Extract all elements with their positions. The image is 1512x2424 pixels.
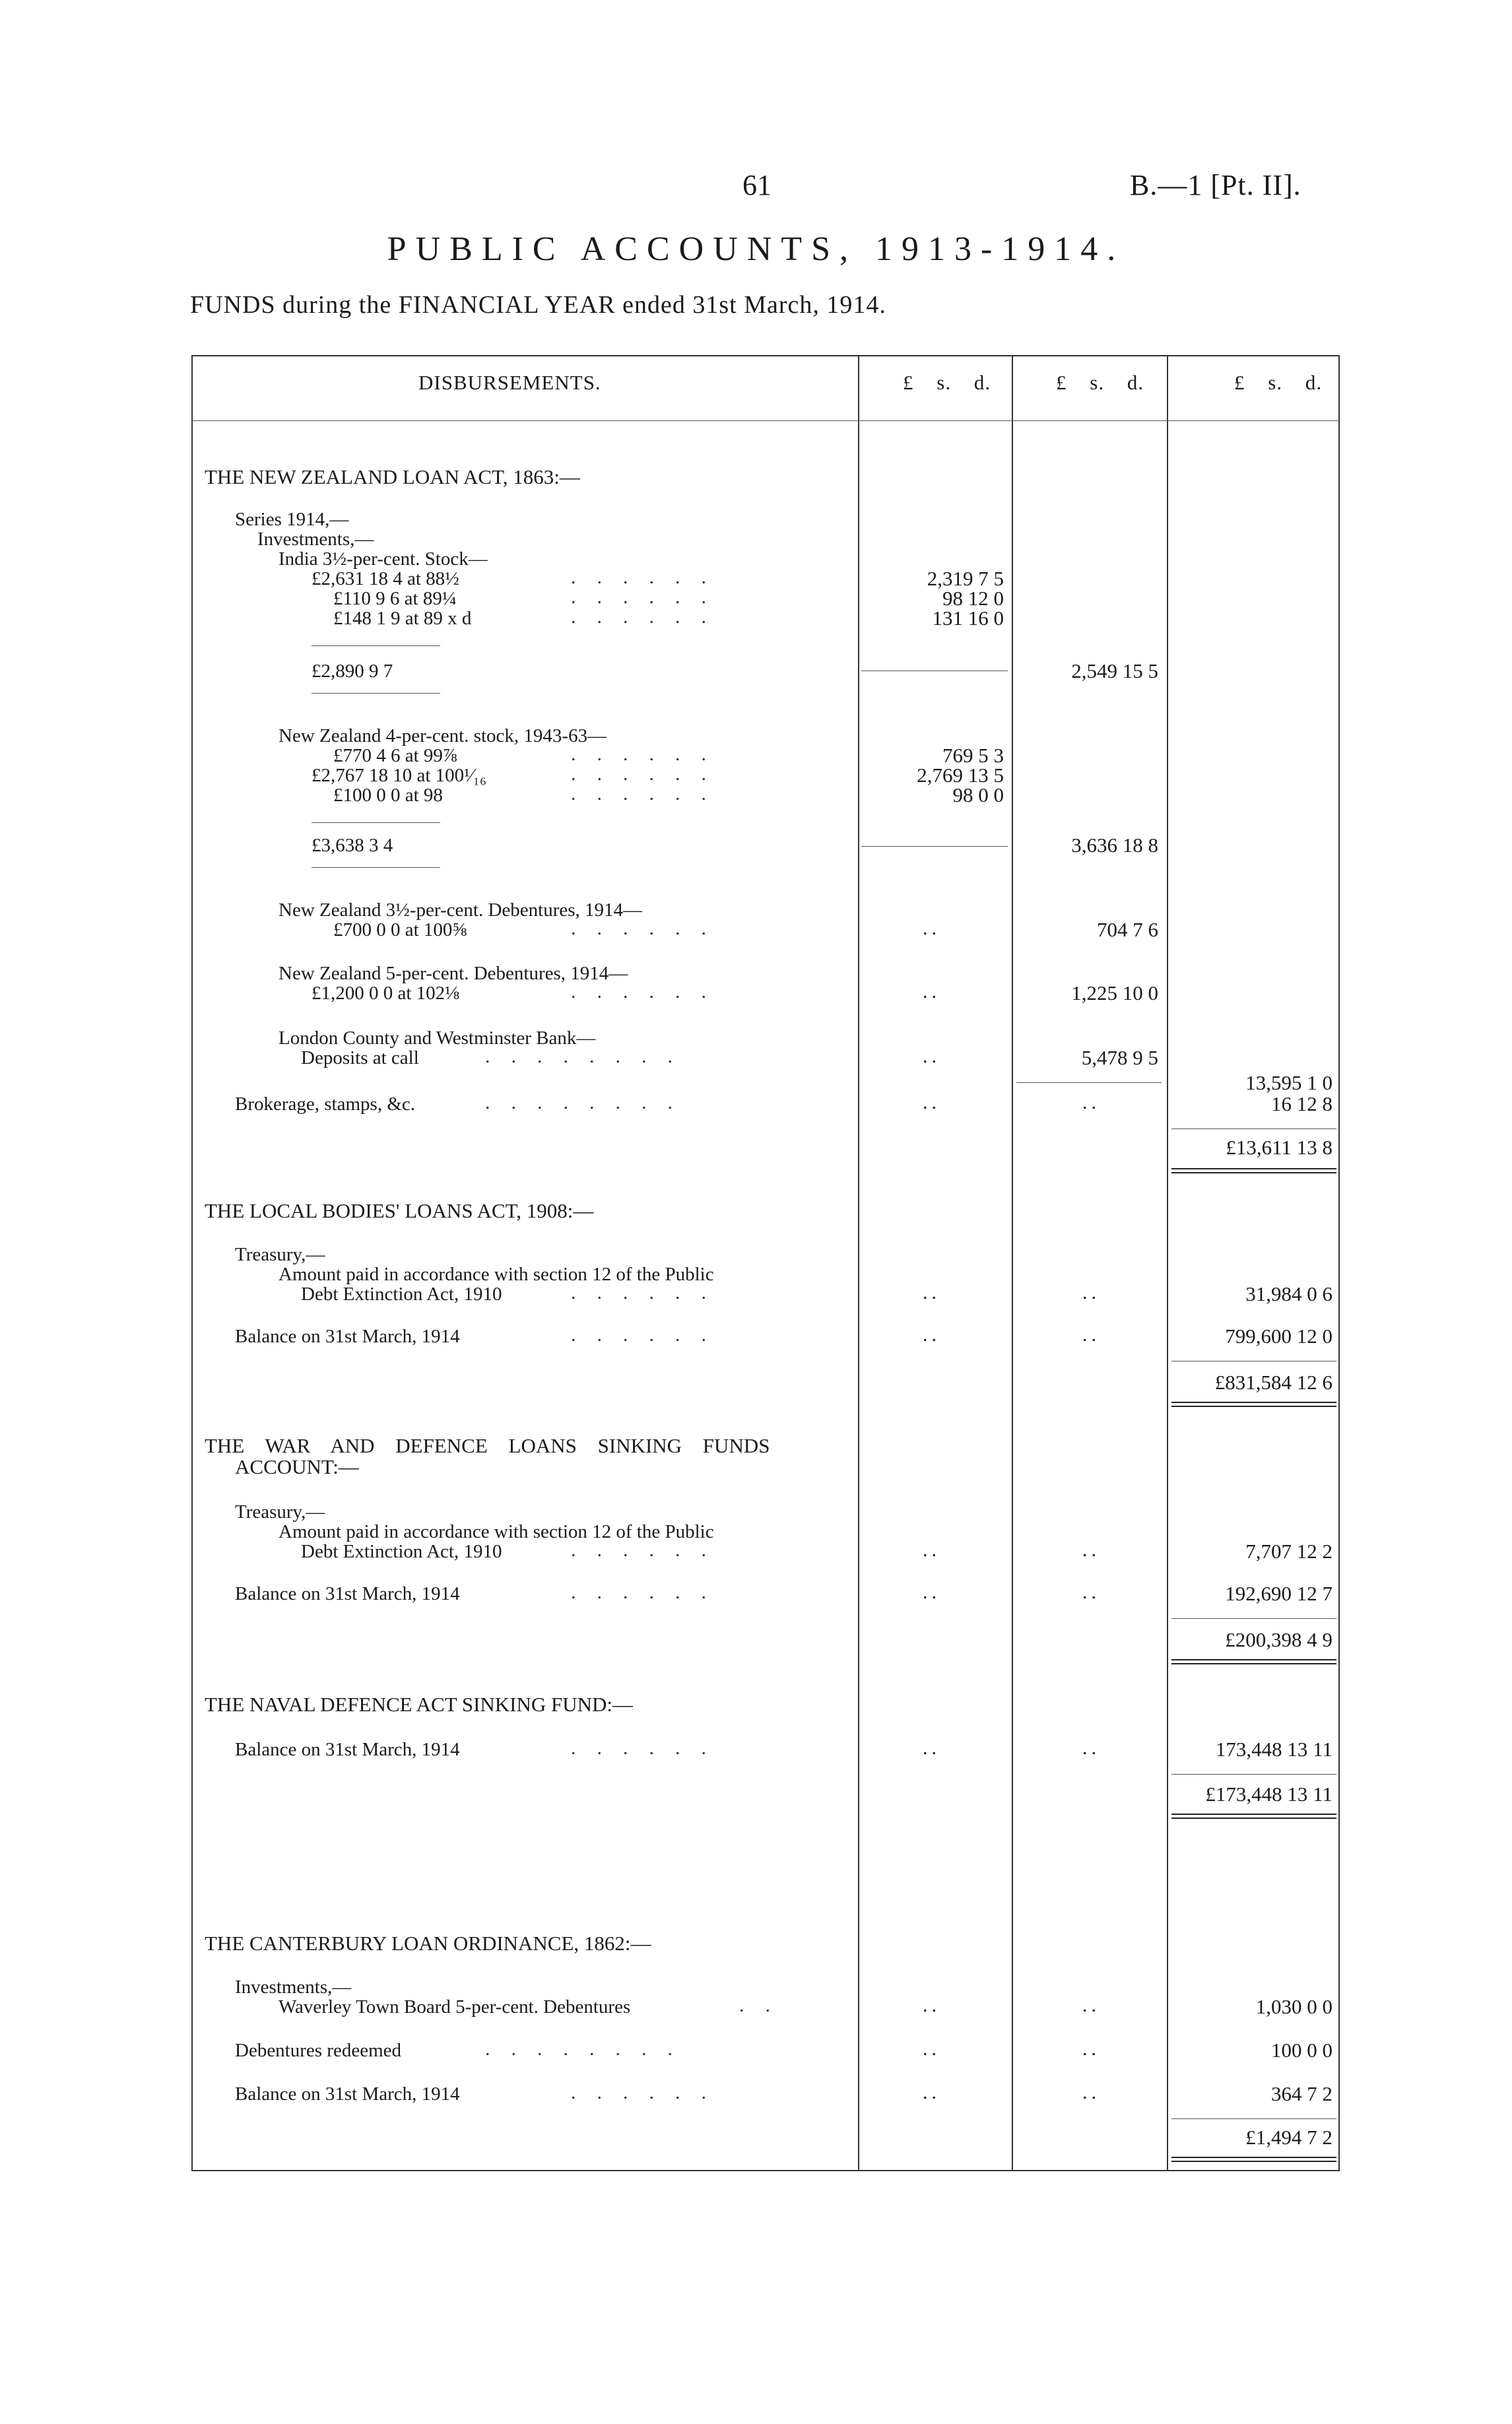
india-total-label: £2,890 9 7 [312, 661, 393, 682]
nz-loan-subtotal: 13,595 1 0 [1245, 1071, 1332, 1094]
page-number: 61 [742, 169, 772, 201]
leader-dots: ........ [485, 1092, 694, 1113]
india-row-1-amount: 2,319 7 5 [927, 567, 1004, 590]
empty-marker: .. [1082, 1994, 1100, 2016]
leader-dots: ...... [571, 783, 727, 804]
page-title: PUBLIC ACCOUNTS, 1913-1914. [387, 230, 1125, 268]
local-amount: 31,984 0 6 [1245, 1282, 1332, 1305]
section-heading-war-defence-2: ACCOUNT:— [235, 1455, 359, 1478]
col3-total-rule [1171, 1618, 1336, 1619]
bank-row-label: Deposits at call [301, 1047, 419, 1068]
section-heading-local-bodies: THE LOCAL BODIES' LOANS ACT, 1908:— [205, 1199, 594, 1222]
nz4-total-underline [312, 867, 440, 868]
nz4-row-2-label: £2,767 18 10 at 100¹⁄₁₆ [312, 765, 486, 786]
empty-marker: .. [1082, 2081, 1100, 2103]
deb5-label: New Zealand 5-per-cent. Debentures, 1914— [279, 963, 628, 984]
total-double-rule [1171, 1402, 1336, 1403]
local-balance-label: Balance on 31st March, 1914 [235, 1326, 460, 1347]
nz4-row-2-amount: 2,769 13 5 [917, 764, 1004, 787]
leader-dots: ........ [485, 2038, 694, 2060]
treasury-label: Treasury,— [235, 1501, 325, 1523]
header-disbursements: DISBURSEMENTS. [418, 371, 601, 394]
naval-balance: 173,448 13 11 [1215, 1738, 1332, 1761]
table-bottom-border [191, 2170, 1340, 2171]
table-right-border [1338, 355, 1340, 2171]
section-heading-war-defence: THE WAR AND DEFENCE LOANS SINKING FUNDS [205, 1434, 770, 1457]
canterbury-balance: 364 7 2 [1271, 2082, 1332, 2105]
header-col3: £ s. d. [1234, 371, 1323, 394]
local-balance: 799,600 12 0 [1225, 1325, 1332, 1348]
empty-marker: .. [923, 1282, 940, 1303]
nz4-row-3-amount: 98 0 0 [952, 783, 1004, 806]
leader-dots: ........ [485, 1045, 694, 1067]
brokerage-label: Brokerage, stamps, &c. [235, 1094, 416, 1115]
leader-dots: ...... [571, 586, 727, 608]
india-total-amount: 2,549 15 5 [1071, 659, 1158, 682]
empty-marker: .. [923, 981, 940, 1002]
empty-marker: .. [923, 1994, 940, 2016]
war-amount-line-1: Amount paid in accordance with section 12 of the Public [279, 1521, 714, 1542]
empty-marker: .. [923, 1737, 940, 1759]
naval-total: £173,448 13 11 [1205, 1783, 1332, 1806]
leader-dots: ...... [571, 606, 727, 628]
deb5-amount: 1,225 10 0 [1071, 981, 1158, 1004]
war-amount: 7,707 12 2 [1245, 1540, 1332, 1563]
col3-total-rule [1171, 2118, 1336, 2119]
leader-dots: ...... [571, 1282, 727, 1303]
page-subtitle: FUNDS during the FINANCIAL YEAR ended 31st March, 1914. [190, 291, 886, 319]
empty-marker: .. [923, 917, 940, 939]
nz4-row-1-amount: 769 5 3 [942, 744, 1004, 767]
leader-dots: .. [739, 1994, 791, 2016]
total-double-rule [1171, 2157, 1336, 2158]
col2-total-rule [1016, 1082, 1162, 1083]
empty-marker: .. [1082, 1581, 1100, 1603]
header-divider [191, 420, 1340, 421]
waverley-label: Waverley Town Board 5-per-cent. Debentures [279, 1996, 631, 2017]
deb35-row-label: £700 0 0 at 100⅝ [333, 919, 467, 940]
column-divider-3 [1167, 355, 1168, 2171]
bank-label: London County and Westminster Bank— [279, 1028, 596, 1049]
empty-marker: .. [1082, 2038, 1100, 2060]
leader-dots: ...... [571, 981, 727, 1002]
waverley-amount: 1,030 0 0 [1255, 1995, 1332, 2018]
empty-marker: .. [923, 1324, 940, 1346]
india-subtotal-rule [312, 645, 440, 646]
empty-marker: .. [923, 2081, 940, 2103]
naval-balance-label: Balance on 31st March, 1914 [235, 1739, 460, 1760]
leader-dots: ...... [571, 2081, 727, 2103]
series-label: Series 1914,— [235, 509, 349, 530]
india-stock-label: India 3½-per-cent. Stock— [279, 548, 488, 570]
header-col1: £ s. d. [903, 371, 991, 394]
nz-loan-total: £13,611 13 8 [1226, 1136, 1332, 1159]
war-amount-line-2: Debt Extinction Act, 1910 [301, 1541, 502, 1562]
bank-amount: 5,478 9 5 [1081, 1046, 1158, 1069]
deb35-amount: 704 7 6 [1097, 918, 1158, 941]
nz4-total-amount: 3,636 18 8 [1071, 834, 1158, 857]
redeemed-label: Debentures redeemed [235, 2040, 402, 2061]
col1-total-rule [861, 846, 1008, 847]
empty-marker: .. [923, 1539, 940, 1561]
local-total: £831,584 12 6 [1214, 1371, 1332, 1394]
total-double-rule [1171, 1814, 1336, 1815]
empty-marker: .. [1082, 1539, 1100, 1561]
local-amount-line-1: Amount paid in accordance with section 12 of the Public [279, 1264, 714, 1285]
leader-dots: ...... [571, 1737, 727, 1759]
column-divider-1 [858, 355, 859, 2171]
leader-dots: ...... [571, 743, 727, 765]
empty-marker: .. [1082, 1324, 1100, 1346]
treasury-label: Treasury,— [235, 1244, 325, 1265]
leader-dots: ...... [571, 917, 727, 939]
total-double-rule [1171, 1659, 1336, 1660]
header-col2: £ s. d. [1056, 371, 1144, 394]
empty-marker: .. [923, 2038, 940, 2060]
canterbury-total: £1,494 7 2 [1245, 2126, 1332, 2149]
total-double-rule [1171, 1168, 1336, 1169]
leader-dots: ...... [571, 1581, 727, 1603]
leader-dots: ...... [571, 1324, 727, 1346]
nz4-subtotal-rule [312, 822, 440, 823]
col3-total-rule [1171, 1774, 1336, 1775]
war-balance: 192,690 12 7 [1225, 1582, 1332, 1605]
leader-dots: ...... [571, 763, 727, 785]
india-row-3-amount: 131 16 0 [932, 606, 1004, 630]
war-total: £200,398 4 9 [1225, 1628, 1332, 1651]
redeemed-amount: 100 0 0 [1271, 2039, 1332, 2062]
column-divider-2 [1012, 355, 1013, 2171]
nz4-row-1-label: £770 4 6 at 99⅞ [333, 745, 457, 766]
nz4-row-3-label: £100 0 0 at 98 [333, 785, 443, 806]
section-heading-canterbury: THE CANTERBURY LOAN ORDINANCE, 1862:— [205, 1932, 651, 1955]
canterbury-balance-label: Balance on 31st March, 1914 [235, 2083, 460, 2105]
empty-marker: .. [1082, 1282, 1100, 1303]
empty-marker: .. [1082, 1092, 1100, 1113]
section-heading-naval: THE NAVAL DEFENCE ACT SINKING FUND:— [205, 1693, 634, 1716]
leader-dots: ...... [571, 566, 727, 588]
india-row-1-label: £2,631 18 4 at 88½ [312, 568, 459, 589]
leader-dots: ...... [571, 1539, 727, 1561]
india-row-2-amount: 98 12 0 [942, 587, 1004, 610]
india-row-3-label: £148 1 9 at 89 x d [333, 608, 472, 629]
india-total-underline [312, 693, 440, 694]
brokerage-amount: 16 12 8 [1271, 1092, 1332, 1115]
document-reference: B.—1 [Pt. II]. [1130, 169, 1301, 201]
nz4-total-label: £3,638 3 4 [312, 835, 393, 856]
local-amount-line-2: Debt Extinction Act, 1910 [301, 1284, 502, 1305]
war-balance-label: Balance on 31st March, 1914 [235, 1583, 460, 1604]
empty-marker: .. [923, 1045, 940, 1067]
table-left-border [191, 355, 193, 2171]
nz4-stock-label: New Zealand 4-per-cent. stock, 1943-63— [279, 725, 607, 746]
empty-marker: .. [923, 1092, 940, 1113]
section-heading-nz-loan: THE NEW ZEALAND LOAN ACT, 1863:— [205, 465, 580, 488]
empty-marker: .. [1082, 1737, 1100, 1759]
canterbury-investments-label: Investments,— [235, 1977, 352, 1998]
india-row-2-label: £110 9 6 at 89¼ [333, 588, 457, 609]
deb35-label: New Zealand 3½-per-cent. Debentures, 1914— [279, 900, 643, 921]
empty-marker: .. [923, 1581, 940, 1603]
deb5-row-label: £1,200 0 0 at 102⅛ [312, 983, 459, 1004]
investments-label: Investments,— [257, 529, 374, 550]
